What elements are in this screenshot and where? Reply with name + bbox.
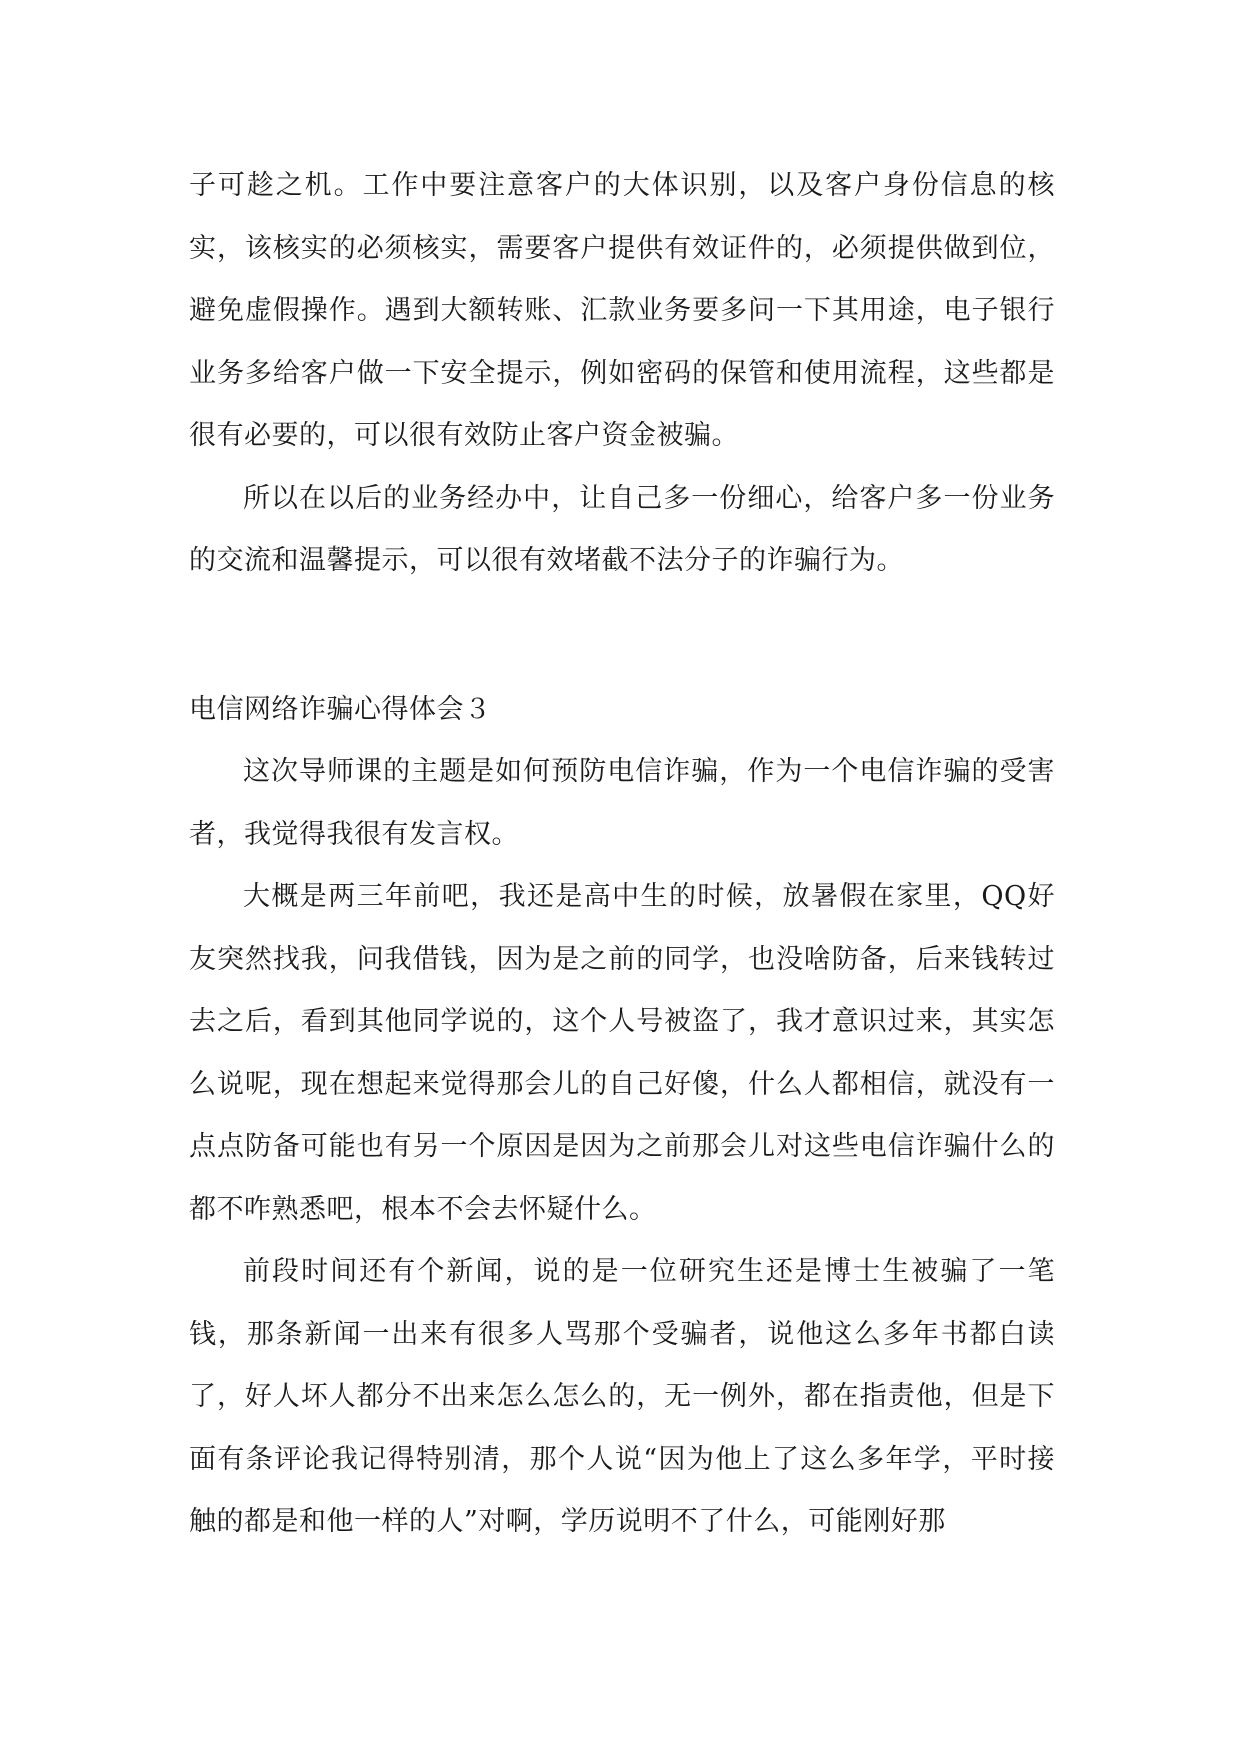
continuation-paragraph: 子可趁之机。工作中要注意客户的大体识别，以及客户身份信息的核实，该核实的必须核实，需要客户提供有效证件的，必须提供做到位，避免虚假操作。遇到大额转账、汇款业务要多问一下其用途，电子银行业务多给客户做一下安全提示，例如密码的保管和使用流程，这些都是很有必要的，可以很有效防止客户资金被骗。 [189,170,1055,451]
paragraph: 大概是两三年前吧，我还是高中生的时候，放暑假在家里，QQ好友突然找我，问我借钱，因为是之前的同学，也没啥防备，后来钱转过去之后，看到其他同学说的，这个人号被盗了，我才意识过来，其实怎么说呢，现在想起来觉得那会儿的自己好傻，什么人都相信，就没有一点点防备可能也有另一个原因是因为之前那会儿对这些电信诈骗什么的都不咋熟悉吧，根本不会去怀疑什么。 [189,881,1055,1225]
body-text-section-3 [189,741,1055,1554]
section-title: 电信网络诈骗心得体会３ [189,694,492,725]
body-text-top [189,155,1055,593]
paragraph: 这次导师课的主题是如何预防电信诈骗，作为一个电信诈骗的受害者，我觉得我很有发言权。 [189,756,1055,850]
closing-paragraph: 所以在以后的业务经办中，让自己多一份细心，给客户多一份业务的交流和温馨提示，可以很有效堵截不法分子的诈骗行为。 [189,482,1055,576]
paragraph: 前段时间还有个新闻，说的是一位研究生还是博士生被骗了一笔钱，那条新闻一出来有很多人骂那个受骗者，说他这么多年书都白读了，好人坏人都分不出来怎么怎么的，无一例外，都在指责他，但是下面有条评论我记得特别清，那个人说“因为他上了这么多年学，平时接触的都是和他一样的人”对啊，学历说明不了什么，可能刚好那 [189,1256,1055,1537]
